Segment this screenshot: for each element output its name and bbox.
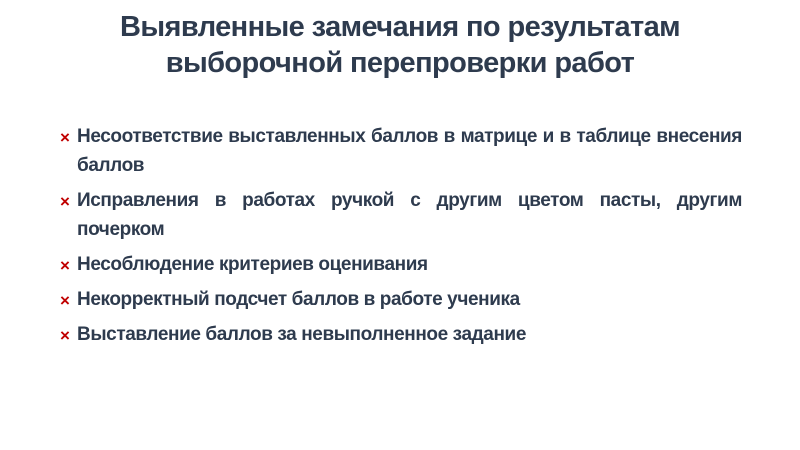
slide-title-line-1: Выявленные замечания по результатам [120, 11, 680, 43]
list-item [60, 250, 742, 279]
list-item [60, 320, 742, 349]
list-item [60, 122, 742, 180]
list-item-text: Несоблюдение критериев оценивания [77, 254, 428, 275]
remarks-bullet-list [60, 122, 742, 355]
list-item [60, 186, 742, 244]
list-item-text: Некорректный подсчет баллов в работе ученика [77, 289, 520, 310]
cross-bullet-icon: × [60, 291, 70, 310]
cross-bullet-icon: × [60, 326, 70, 345]
cross-bullet-icon: × [60, 192, 70, 211]
cross-bullet-icon: × [60, 128, 70, 147]
list-item-text: Несоответствие выставленных баллов в матрице и в таблице внесения баллов [77, 126, 742, 176]
slide-title-line-2: выборочной перепроверки работ [165, 47, 635, 79]
list-item [60, 285, 742, 314]
list-item-text: Исправления в работах ручкой с другим цветом пасты, другим почерком [77, 190, 742, 240]
slide-title [40, 9, 760, 81]
cross-bullet-icon: × [60, 256, 70, 275]
list-item-text: Выставление баллов за невыполненное задание [77, 324, 526, 345]
